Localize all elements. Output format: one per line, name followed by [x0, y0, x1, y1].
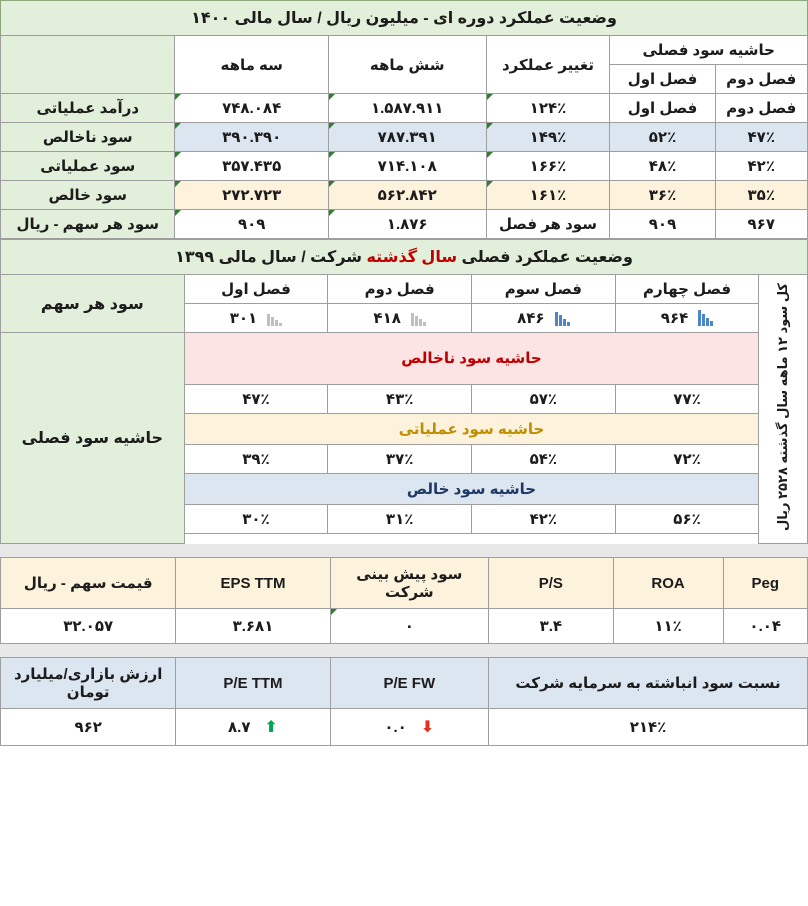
pe-ttm-number: ۸.۷: [228, 719, 251, 737]
row0-label: درآمد عملیاتی: [1, 94, 175, 123]
bar-chart-icon: [555, 310, 570, 326]
ratio-header-eps-ttm: EPS TTM: [176, 558, 330, 609]
band-gross-label-row: [1, 333, 808, 385]
season-header-2: فصل دوم: [328, 275, 472, 304]
row1-six-month: ۷۸۷.۳۹۱: [328, 123, 486, 152]
gross-season-1: ۴۷٪: [184, 384, 328, 413]
ratio-header-price: قیمت سهم - ریال: [1, 558, 176, 609]
row3-season2: ۳۵٪: [715, 181, 807, 210]
operating-season-1: ۳۹٪: [184, 444, 328, 473]
row0-three-month: ۷۴۸.۰۸۴: [175, 94, 328, 123]
row1-three-month: ۳۹۰.۳۹۰: [175, 123, 328, 152]
valuation-value-pe-fw: [330, 709, 488, 746]
row1-change: ۱۴۹٪: [486, 123, 610, 152]
subheader-season2: فصل دوم: [715, 65, 807, 94]
eps-season1: ۹۰۹: [610, 210, 715, 239]
side-total-text: کل سود ۱۲ ماهه سال گذشته ۲۵۲۸ ریال: [775, 283, 791, 532]
section-spacer-1: [0, 544, 808, 557]
valuation-table: [0, 657, 808, 746]
net-season-4: ۵۶٪: [615, 504, 759, 533]
last-year-table: [0, 239, 808, 544]
ratio-header-peg: Peg: [723, 558, 808, 609]
season-header-4: فصل چهارم: [615, 275, 759, 304]
row3-six-month: ۵۶۲.۸۴۲: [328, 181, 486, 210]
header-blank: [1, 36, 175, 94]
row2-season2: ۴۲٪: [715, 152, 807, 181]
pe-fw-number: ۰.۰: [384, 719, 407, 737]
ratio-header-roa: ROA: [613, 558, 723, 609]
bar-chart-icon: [267, 310, 282, 326]
gross-season-4: ۷۷٪: [615, 384, 759, 413]
season-header-3: فصل سوم: [472, 275, 616, 304]
band-operating-label: حاشیه سود عملیاتی: [184, 413, 759, 444]
season-header-1: فصل اول: [184, 275, 328, 304]
row0-six-month: ۱.۵۸۷.۹۱۱: [328, 94, 486, 123]
ratios-table: [0, 557, 808, 644]
band-filler: [184, 533, 759, 544]
row3-label: سود خالص: [1, 181, 175, 210]
ratio-header-ps: P/S: [489, 558, 614, 609]
row1-label: سود ناخالص: [1, 123, 175, 152]
header-margin-group: حاشیه سود فصلی: [610, 36, 808, 65]
section1-header-row: [1, 36, 808, 65]
subheader-season1: فصل اول: [610, 65, 715, 94]
row2-change: ۱۶۶٪: [486, 152, 610, 181]
net-season-1: ۳۰٪: [184, 504, 328, 533]
band-net-label: حاشیه سود خالص: [184, 473, 759, 504]
section2-title: [1, 240, 808, 275]
row3-season1: ۳۶٪: [610, 181, 715, 210]
section2-title-highlight: سال گذشته: [366, 249, 458, 266]
section2-season-header-row: [1, 275, 808, 304]
section2-title-part2: شرکت / سال مالی ۱۳۹۹: [175, 249, 367, 266]
eps-season-1-value: ۳۰۱: [229, 310, 258, 327]
row1-season1: ۵۲٪: [610, 123, 715, 152]
eps-season-2-value: ۴۱۸: [373, 310, 401, 327]
row2-three-month: ۳۵۷.۴۳۵: [175, 152, 328, 181]
valuation-value-row: [1, 709, 808, 746]
row1-season2: ۴۷٪: [715, 123, 807, 152]
gross-season-2: ۴۳٪: [328, 384, 472, 413]
valuation-value-pe-ttm: [176, 709, 330, 746]
valuation-value-retained: ۲۱۴٪: [489, 709, 808, 746]
ratio-value-roa: ۱۱٪: [613, 609, 723, 644]
side-total-cell: [759, 275, 808, 544]
eps-change-label: سود هر فصل: [486, 210, 610, 239]
ratio-header-forecast: سود پیش بینی شرکت: [330, 558, 488, 609]
eps-season-2: [328, 304, 472, 333]
row0-change: ۱۲۴٪: [486, 94, 610, 123]
net-season-3: ۴۲٪: [472, 504, 616, 533]
operating-season-4: ۷۲٪: [615, 444, 759, 473]
valuation-header-pe-fw: P/E FW: [330, 658, 488, 709]
eps-label: سود هر سهم - ریال: [1, 210, 175, 239]
down-arrow-icon: ⬇: [420, 719, 435, 737]
row-label-eps: سود هر سهم: [1, 275, 185, 333]
eps-season-1: [184, 304, 328, 333]
table-row: [1, 123, 808, 152]
row0-season1: فصل اول: [610, 94, 715, 123]
ratio-value-ps: ۳.۴: [489, 609, 614, 644]
up-arrow-icon: ⬆: [264, 719, 278, 737]
bar-chart-icon: [411, 310, 426, 326]
ratio-value-price: ۳۲.۰۵۷: [1, 609, 176, 644]
eps-season2: ۹۶۷: [715, 210, 807, 239]
eps-season-3: [472, 304, 616, 333]
current-period-table: [0, 0, 808, 239]
gross-season-3: ۵۷٪: [472, 384, 616, 413]
eps-row: [1, 210, 808, 239]
section2-title-part1: وضعیت عملکرد فصلی: [457, 249, 633, 266]
ratio-value-eps-ttm: ۳.۶۸۱: [176, 609, 330, 644]
row3-three-month: ۲۷۲.۷۲۳: [175, 181, 328, 210]
table-row: [1, 152, 808, 181]
bar-chart-icon: [698, 310, 713, 326]
table-row: [1, 181, 808, 210]
eps-season-3-value: ۸۴۶: [517, 310, 545, 327]
eps-season-4-value: ۹۶۴: [660, 310, 689, 327]
row2-six-month: ۷۱۴.۱۰۸: [328, 152, 486, 181]
row2-season1: ۴۸٪: [610, 152, 715, 181]
ratios-header-row: [1, 558, 808, 609]
ratio-value-forecast: ۰: [330, 609, 488, 644]
net-season-2: ۳۱٪: [328, 504, 472, 533]
header-six-month: شش ماهه: [328, 36, 486, 94]
operating-season-2: ۳۷٪: [328, 444, 472, 473]
row2-label: سود عملیاتی: [1, 152, 175, 181]
row0-season2: فصل دوم: [715, 94, 807, 123]
eps-six-month: ۱.۸۷۶: [328, 210, 486, 239]
ratios-value-row: [1, 609, 808, 644]
row3-change: ۱۶۱٪: [486, 181, 610, 210]
table-row: [1, 94, 808, 123]
header-three-month: سه ماهه: [175, 36, 328, 94]
valuation-header-row: [1, 658, 808, 709]
section2-title-row: [1, 240, 808, 275]
valuation-value-market-cap: ۹۶۲: [1, 709, 176, 746]
section1-title: وضعیت عملکرد دوره ای - میلیون ریال / سال مالی ۱۴۰۰: [1, 1, 808, 36]
valuation-header-market-cap: ارزش بازاری/میلیارد تومان: [1, 658, 176, 709]
header-change: تغییر عملکرد: [486, 36, 610, 94]
ratio-value-peg: ۰.۰۴: [723, 609, 808, 644]
operating-season-3: ۵۴٪: [472, 444, 616, 473]
eps-three-month: ۹۰۹: [175, 210, 328, 239]
row-label-margin: حاشیه سود فصلی: [1, 333, 185, 544]
section1-title-row: [1, 1, 808, 36]
section-spacer-2: [0, 644, 808, 657]
valuation-header-pe-ttm: P/E TTM: [176, 658, 330, 709]
eps-season-4: [615, 304, 759, 333]
band-gross-label: حاشیه سود ناخالص: [184, 333, 759, 385]
valuation-header-retained: نسبت سود انباشته به سرمایه شرکت: [489, 658, 808, 709]
